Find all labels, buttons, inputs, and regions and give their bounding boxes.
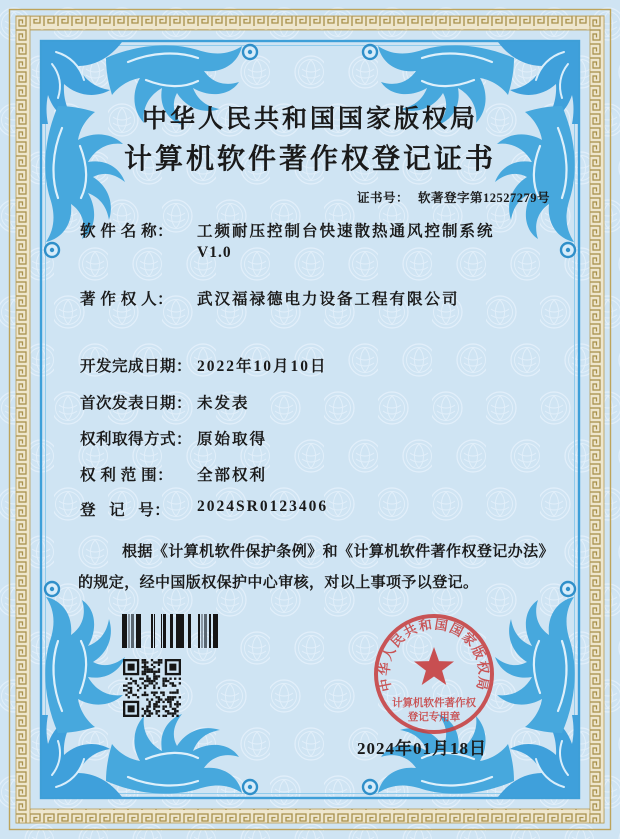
certificate-title: 计算机软件著作权登记证书 bbox=[123, 144, 496, 175]
qr-code-icon bbox=[123, 659, 181, 717]
field-software-name bbox=[80, 219, 495, 241]
field-label: 权 利 范 围： bbox=[80, 467, 174, 484]
field-label: 首次发表日期： bbox=[80, 395, 193, 412]
field-label: 权利取得方式： bbox=[80, 431, 193, 448]
field-value: 2022年10月10日 bbox=[197, 358, 328, 375]
field-value: 原始取得 bbox=[197, 431, 268, 448]
field-value: 武汉福禄德电力设备工程有限公司 bbox=[197, 291, 460, 308]
seal-subtitle-line1: 计算机软件著作权 bbox=[392, 698, 476, 709]
field-rights-scope bbox=[80, 463, 267, 485]
field-acquisition-method bbox=[80, 427, 267, 449]
field-value: 2024SR0123406 bbox=[197, 498, 329, 515]
seal-arc-text: 中华人民共和国国家版权局 bbox=[376, 616, 492, 693]
seal-subtitle-line2: 登记专用章 bbox=[407, 712, 461, 723]
field-first-publication bbox=[80, 391, 250, 413]
certificate-number-value: 软著登字第12527279号 bbox=[417, 191, 550, 205]
field-software-version: V1.0 bbox=[197, 244, 232, 261]
field-registration-number bbox=[80, 498, 328, 520]
field-label: 软 件 名 称： bbox=[80, 223, 174, 240]
field-completion-date bbox=[80, 354, 328, 376]
star-icon bbox=[414, 647, 454, 685]
field-value: 工频耐压控制台快速散热通风控制系统 bbox=[197, 223, 495, 240]
field-label: 开发完成日期： bbox=[80, 358, 193, 375]
issue-date: 2024年01月18日 bbox=[357, 739, 487, 758]
field-label: 登 记 号： bbox=[80, 502, 171, 519]
field-value: 全部权利 bbox=[197, 467, 268, 484]
issuing-authority: 中华人民共和国国家版权局 bbox=[141, 106, 478, 133]
certificate-number bbox=[357, 188, 550, 206]
registration-statement: 根据《计算机软件保护条例》和《计算机软件著作权登记办法》的规定，经中国版权保护中心审核，对以上事项予以登记。 bbox=[78, 544, 554, 591]
field-label: 著 作 权 人： bbox=[80, 291, 174, 308]
field-value: 未发表 bbox=[197, 395, 250, 412]
field-copyright-owner bbox=[80, 287, 460, 309]
barcode-icon bbox=[122, 614, 218, 648]
certificate-number-label: 证书号： bbox=[356, 191, 409, 205]
official-seal bbox=[363, 602, 505, 748]
